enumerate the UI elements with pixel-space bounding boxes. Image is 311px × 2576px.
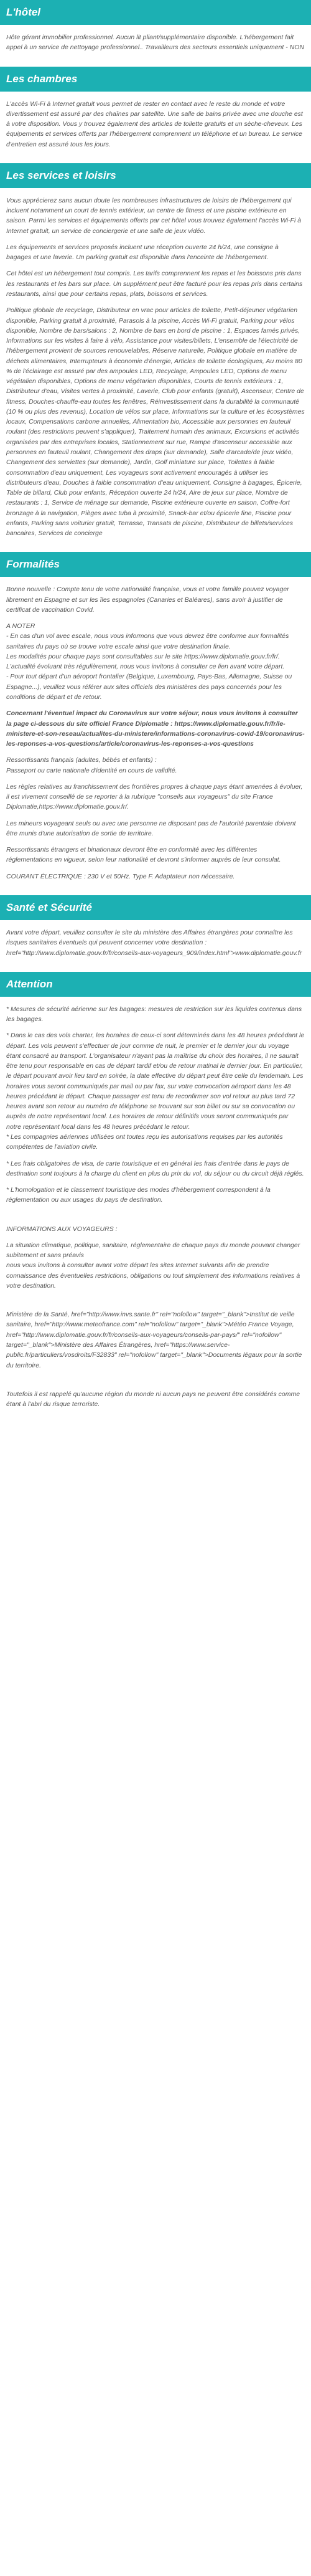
section-title: Formalités bbox=[0, 552, 311, 577]
paragraph: Ministère de la Santé, href="http://www.invs.sante.fr" rel="nofollow" target="_blank">Institut de veille sanitaire, href="http://www.meteofrance.com" rel="nofollow" target="_blank">Météo France Voyage, href="http://www.diplomatie.gouv.fr/fr/conseils-aux-voyageurs/conseils-par-pays/" rel="nofollow" target="_blank">Ministère des Affaires Étrangères, href="https://www.service-public.fr/particuliers/vosdroits/F32833" rel="nofollow" target="_blank">Documents légaux pour la sortie du territoire. bbox=[6, 1311, 302, 1369]
paragraph: * Mesures de sécurité aérienne sur les bagages: mesures de restriction sur les liquides contenus dans les bagages. bbox=[6, 1005, 302, 1024]
paragraph bbox=[6, 1297, 305, 1303]
section-title: Attention bbox=[0, 972, 311, 997]
paragraph: COURANT ÉLECTRIQUE : 230 V et 50Hz. Type F. Adaptateur non nécessaire. bbox=[6, 872, 235, 880]
paragraph: Bonne nouvelle : Compte tenu de votre nationalité française, vous et votre famille pouvez voyager librement en Espagne et sur les îles espagnoles (Canaries et Baléares), sans avoir à justifier de certificat de vaccination Covid. bbox=[6, 586, 289, 614]
paragraph: Avant votre départ, veuillez consulter le site du ministère des Affaires étrangères pour connaître les risques sanitaires éventuels qui peuvent concerner votre destination : href="http://www.diplomatie.gouv.fr/fr/conseils-aux-voyageurs_909/index.html">www.diplomatie.gouv.fr bbox=[6, 929, 302, 957]
section-attention bbox=[0, 972, 311, 1423]
paragraph: Toutefois il est rappelé qu'aucune région du monde ni aucun pays ne peuvent être considérés comme étant à l'abri du risque terroriste. bbox=[6, 1390, 300, 1409]
paragraph bbox=[6, 1212, 305, 1218]
paragraph: A NOTER - En cas d'un vol avec escale, nous vous informons que vous devrez être conforme aux formalités sanitaires du pays où se trouve votre escale ainsi que votre destination finale. Les modalités pour chaque pays sont consultables sur le site https://www.diplomatie.gouv.fr/fr/. L'actualité évoluant très régulièrement, nous vous invitons à consulter ce lien avant votre départ. - Pour tout départ d'un aéroport frontalier (Belgique, Luxembourg, Pays-Bas, Allemagne, Suisse ou Espagne...), veuillez vous référer aux sites officiels des ministères des pays concernés pour les conditions de départ et de retour. bbox=[6, 622, 292, 701]
paragraph bbox=[6, 1377, 305, 1383]
paragraph: Ressortissants français (adultes, bébés et enfants) : Passeport ou carte nationale d'identité en cours de validité. bbox=[6, 756, 177, 774]
paragraph: La situation climatique, politique, sanitaire, réglementaire de chaque pays du monde pouvant changer subitement et sans préavis nous vous invitons à consulter avant votre départ les sites Internet suivants afin de prendre connaissance des éventuelles restrictions, obligations ou tout simplement des informations relatives à votre destination. bbox=[6, 1241, 300, 1290]
paragraph: Hôte gérant immobilier professionnel. Aucun lit pliant/supplémentaire disponible. L'hébergement fait appel à un service de nettoyage professionnel.. Travailleurs des secteurs essentiels uniquement - NON bbox=[6, 34, 304, 52]
paragraph: Les équipements et services proposés incluent une réception ouverte 24 h/24, une consigne à bagages et une laverie. Un parking gratuit est disponible dans l'enceinte de l'hébergement. bbox=[6, 243, 279, 262]
paragraph-bold: Concernant l'éventuel impact du Coronavirus sur votre séjour, nous vous invitons à consulter la page ci-dessous du site officiel France Diplomatie : https://www.diplomatie.gouv.fr/fr/le-ministere-et-son-reseau/actualites-du-ministere/informations-coronavirus-covid-19/coronavirus-les-reponses-a-vos-questions/article/coronavirus-les-reponses-a-vos-questions bbox=[6, 710, 305, 748]
section-health bbox=[0, 895, 311, 972]
paragraph: Ressortissants étrangers et binationaux devront être en conformité avec les différentes réglementations en vigueur, selon leur nationalité et devront s'informer auprès de leur consulat. bbox=[6, 846, 281, 864]
section-title: L'hôtel bbox=[0, 0, 311, 25]
section-rooms bbox=[0, 67, 311, 163]
paragraph: * Dans le cas des vols charter, les horaires de ceux-ci sont déterminés dans les 48 heures précédant le départ. Les vols peuvent s'effectuer de jour comme de nuit, le premier et le dernier jour du voyage étant consacré au transport. L'organisateur n'ayant pas la maîtrise du choix des horaires, il ne saurait être tenu pour responsable en cas de départ tardif et/ou de retour matinal le dernier jour. En particulier, le départ pouvant avoir lieu tard en soirée, la date effective du départ peut être celle du lendemain. Les horaires vous seront communiqués par mail ou par fax, sur votre convocation aéroport dans les 48 heures précédant le départ. Chaque passager est tenu de reconfirmer son vol retour au plus tard 72 heures avant son retour au numéro de téléphone se trouvant sur son billet ou sur sa convocation ou auprès de notre représentant local. Les horaires de retour définitifs vous seront communiqués par notre représentant local dans les 48 heures précédant le retour. * Les compagnies aériennes utilisées ont toutes reçu les autorisations requises par les autorités compétentes de l'aviation civile. bbox=[6, 1032, 305, 1151]
section-hotel bbox=[0, 0, 311, 67]
paragraph: * Les frais obligatoires de visa, de carte touristique et en général les frais d'entrée dans le pays de destination sont toujours à la charge du client en plus du prix du vol, du séjour ou du circuit déjà réglés. bbox=[6, 1159, 304, 1177]
section-services bbox=[0, 163, 311, 553]
section-title: Santé et Sécurité bbox=[0, 895, 311, 920]
paragraph: Vous apprécierez sans aucun doute les nombreuses infrastructures de loisirs de l'hébergement qui incluent notamment un court de tennis extérieur, un centre de fitness et une piscine extérieure en saison. Parmi les services et équipements offerts par cet hôtel vous trouvez également l'accès Wi-Fi à Internet gratuit, un service de conciergerie et une salle de jeux vidéo. bbox=[6, 196, 302, 235]
paragraph: Politique globale de recyclage, Distributeur en vrac pour articles de toilette, Petit-déjeuner végétarien disponible, Parking gratuit à proximité, Parasols à la piscine, Accès Wi-Fi gratuit, Parking pour vélos disponible, Nombre de bars/salons : 2, Nombre de bars en bord de piscine : 1, Espaces famés privés, Informations sur les visites à faire à vélo, Assistance pour visites/billets, L'ensemble de l'électricité de l'hébergement provient de sources renouvelables, Réserve naturelle, Politique globale en matière de déchets alimentaires, Interrupteurs à économie d'énergie, Articles de toilette écologiques, Au moins 80 % de l'éclairage est assuré par des ampoules LED, Recyclage, Ampoules LED, Options de menu végétalien disponibles, Options de menu végétarien disponibles, Courts de tennis extérieurs : 1, Distributeur d'eau, Visites vertes à proximité, Laverie, Club pour enfants (gratuit), Ascenseur, Centre de fitness, Douches-chauffe-eau toutes les fenêtres, Réinvestissement dans la durabilité la communauté (10 % ou plus des revenus), Location de vélos sur place, Informations sur la culture et les écosystèmes locaux, Compensations carbone annuelles, Alimentation bio, Accessible aux personnes en fauteuil roulant (des restrictions peuvent s'appliquer), Traitement humain des animaux, Excursions et activités organisées par des entreprises locales, Stationnement sur rue, Rampe d'ascenseur accessible aux personnes en fauteuil roulant, Changement des draps (sur demande), Salle d'arcade/de jeux vidéo, Changement des serviettes (sur demande), Jardin, Golf miniature sur place, Toilettes à faible consommation d'eau uniquement, Les voyageurs sont activement encouragés à utiliser les distributeurs d'eau, Douches à faible consommation d'eau uniquement, Consigne à bagages, Épicerie, Table de billard, Club pour enfants, Réception ouverte 24 h/24, Aire de jeux sur place, Nombre de restaurants : 1, Service de ménage sur demande, Piscine extérieure ouverte en saison, Coffre-fort bronzage à la navigation, Pièges avec tuba à proximité, Snack-bar et/ou épicerie fine, Piscine pour enfants, Parking sans voiturier gratuit, Terrasse, Transats de piscine, Distributeur de billets/services bancaires, Services de concierge bbox=[6, 307, 305, 538]
section-title: Les services et loisirs bbox=[0, 163, 311, 188]
paragraph: Cet hôtel est un hébergement tout compris. Les tarifs comprennent les repas et les boissons pris dans les restaurants et les bars sur place. Un supplément peut être facturé pour les repas pris dans certains restaurants, ainsi que pour certains repas, plats, boissons et services. bbox=[6, 270, 303, 298]
paragraph: Les règles relatives au franchissement des frontières propres à chaque pays étant amenées à évoluer, il est vivement conseillé de se reporter à la rubrique "conseils aux voyageurs" du site France Diplomatie,https://www.diplomatie.gouv.fr/. bbox=[6, 782, 303, 811]
paragraph: L'accès Wi-Fi à Internet gratuit vous permet de rester en contact avec le reste du monde et votre divertissement est assuré par des chaînes par satellite. Une salle de bains privée avec une douche est à votre disposition. Vous y trouvez également des articles de toilette gratuits et un sèche-cheveux. Les équipements et services offerts par l'hébergement comprennent un téléphone et un bureau. Le service d'entretien est assuré tous les jours. bbox=[6, 100, 303, 148]
paragraph: Les mineurs voyageant seuls ou avec une personne ne disposant pas de l'autorité parentale doivent être munis d'une autorisation de sortie de territoire. bbox=[6, 819, 296, 837]
section-title: Les chambres bbox=[0, 67, 311, 92]
section-formalities bbox=[0, 552, 311, 895]
paragraph: INFORMATIONS AUX VOYAGEURS : bbox=[6, 1225, 118, 1233]
paragraph: * L'homologation et le classement touristique des modes d'hébergement correspondent à la réglementation ou aux usages du pays de destination. bbox=[6, 1186, 271, 1204]
